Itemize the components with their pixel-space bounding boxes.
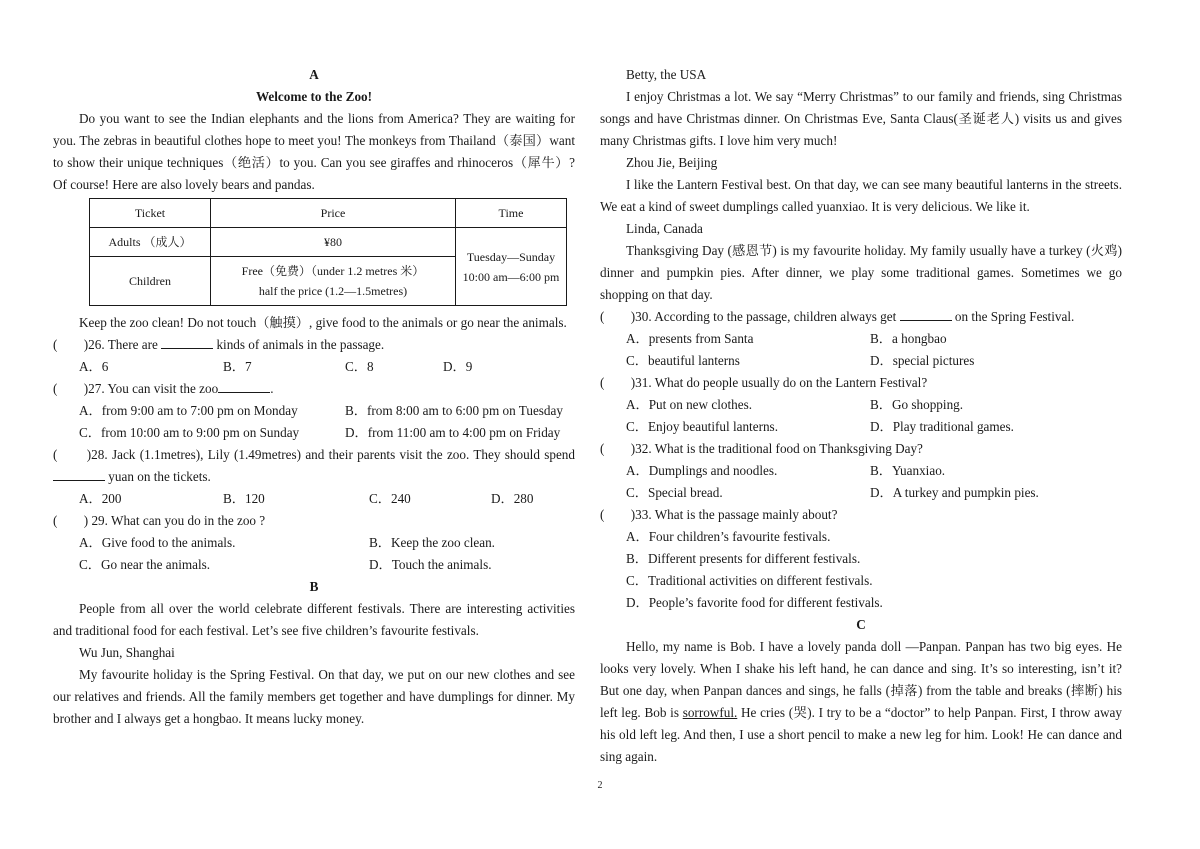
q27-options-row2 [53,422,575,444]
q28-suffix: yuan on the tickets. [108,469,211,484]
q32-option-c[interactable]: C．Special bread. [626,485,723,500]
ticket-table [89,198,567,306]
q26-prefix: ( )26. There are [53,337,158,352]
q26-options [53,356,575,378]
passage-b-text-zhoujie: I like the Lantern Festival best. On that day, we can see many beautiful lanterns in the streets. We eat a kind of sweet dumplings called yuanxiao. It is very delicious. We like it. [600,177,1122,214]
children-price-half: half the price (1.2—1.5metres) [258,284,408,298]
q31-options-row2 [600,416,1122,438]
table-header-price: Price [211,199,456,228]
q26-option-c[interactable]: C．8 [345,359,374,374]
table-time-value: Tuesday—Sunday 10:00 am—6:00 pm [456,228,567,306]
q28-option-a[interactable]: A．200 [79,491,122,506]
q29-option-c[interactable]: C．Go near the animals. [79,557,211,572]
table-adults-label: Adults （成人） [90,228,211,257]
q33-option-c-row [600,570,1122,592]
q27-blank[interactable] [218,378,270,393]
q26-option-b[interactable]: B．7 [223,359,252,374]
question-33: ( )33. What is the passage mainly about? [600,507,838,522]
question-32: ( )32. What is the traditional food on Thanksgiving Day? [600,441,923,456]
q33-option-b-row [600,548,1122,570]
q30-prefix: ( )30. According to the passage, children always get [600,309,897,324]
q30-options-row2 [600,350,1122,372]
left-column [53,64,575,730]
question-29: ( ) 29. What can you do in the zoo ? [53,513,266,528]
q30-option-c[interactable]: C．beautiful lanterns [626,353,740,368]
passage-a-note: Keep the zoo clean! Do not touch（触摸）, give food to the animals or go near the animals. [79,315,567,330]
q28-option-b[interactable]: B．120 [223,491,265,506]
passage-b-text-wujun: My favourite holiday is the Spring Festival. On that day, we put on our new clothes and see our relatives and friends. All the family members get together and have dumplings for dinner. My brother and I always get a hongbao. It means lucky money. [53,667,575,726]
passage-b-name-zhoujie: Zhou Jie, Beijing [626,155,718,170]
question-30 [600,306,1122,328]
question-28 [53,444,575,488]
q28-blank[interactable] [53,466,105,481]
question-31: ( )31. What do people usually do on the Lantern Festival? [600,375,928,390]
passage-b-name-wujun: Wu Jun, Shanghai [79,645,175,660]
q29-option-d[interactable]: D．Touch the animals. [369,557,492,572]
q31-option-c[interactable]: C．Enjoy beautiful lanterns. [626,419,778,434]
q27-option-b[interactable]: B．from 8:00 am to 6:00 pm on Tuesday [345,403,563,418]
q30-suffix: on the Spring Festival. [954,309,1075,324]
q28-prefix: ( )28. Jack (1.1metres), Lily (1.49metres) and their parents visit the zoo. They should spend [53,447,575,462]
table-header-time: Time [456,199,567,228]
q26-blank[interactable] [161,334,213,349]
q28-option-c[interactable]: C．240 [369,491,411,506]
passage-c-part1: Hello, my name is Bob. I have a lovely panda doll —Panpan. Panpan has two big eyes. He looks very lovely. When I shake his left hand, he can dance and sing. It’s so interesting, isn’t it? But one day, when Panpan dances and sings, he falls (掉落) from the table and breaks (摔断) his left leg. Bob is [600,639,1122,720]
passage-a-intro: Do you want to see the Indian elephants and the lions from America? They are waiting for you. The zebras in beautiful clothes hope to meet you! The monkeys from Thailand（泰国）want to show their unique techniques（绝活）to you. Can you see giraffes and rhinoceros（犀牛）? Of course! Here are also lovely bears and pandas. [53,111,575,192]
question-26 [53,334,575,356]
q33-option-b[interactable]: B．Different presents for different festivals. [626,551,861,566]
q33-option-a[interactable]: A．Four children’s favourite festivals. [626,529,831,544]
q29-option-b[interactable]: B．Keep the zoo clean. [369,535,495,550]
passage-c-text [600,636,1122,768]
q29-option-a[interactable]: A．Give food to the animals. [79,535,236,550]
passage-b-text-linda: Thanksgiving Day (感恩节) is my favourite holiday. My family usually have a turkey (火鸡) dinner and pumpkin pies. After dinner, we play some traditional games. Sometimes we go shopping on that day. [600,243,1122,302]
q26-option-a[interactable]: A．6 [79,359,109,374]
q27-suffix: . [270,381,274,396]
q30-blank[interactable] [900,306,952,321]
q31-option-b[interactable]: B．Go shopping. [870,397,964,412]
q30-option-a[interactable]: A．presents from Santa [626,331,754,346]
q27-option-d[interactable]: D．from 11:00 am to 4:00 pm on Friday [345,425,561,440]
passage-b-name-linda: Linda, Canada [626,221,703,236]
q28-option-d[interactable]: D．280 [491,491,534,506]
q32-options-row1 [600,460,1122,482]
q26-option-d[interactable]: D．9 [443,359,473,374]
passage-c-part2: He cries (哭). I try to be a “doctor” to help Panpan. First, I throw away his old left leg. And then, I use a short pencil to make a new leg for him. Look! He can dance and sing again. [600,705,1122,764]
q26-suffix: kinds of animals in the passage. [216,337,385,352]
q31-option-d[interactable]: D．Play traditional games. [870,419,1014,434]
q27-option-c[interactable]: C．from 10:00 am to 9:00 pm on Sunday [79,425,300,440]
q32-option-a[interactable]: A．Dumplings and noodles. [626,463,778,478]
q27-options-row1 [53,400,575,422]
section-a-title: Welcome to the Zoo! [255,89,373,104]
q30-option-b[interactable]: B．a hongbao [870,331,947,346]
section-b-heading: B [309,579,319,594]
q33-option-c[interactable]: C．Traditional activities on different festivals. [626,573,873,588]
q28-options [53,488,575,510]
q30-option-d[interactable]: D．special pictures [870,353,975,368]
q32-option-b[interactable]: B．Yuanxiao. [870,463,946,478]
passage-c-underlined-word: sorrowful. [682,705,738,720]
page-number: 2 [597,780,603,791]
table-header-ticket: Ticket [90,199,211,228]
section-c-heading: C [856,617,866,632]
q31-option-a[interactable]: A．Put on new clothes. [626,397,753,412]
q33-option-d-row [600,592,1122,614]
q33-option-a-row [600,526,1122,548]
question-27 [53,378,575,400]
q29-options-row1 [53,532,575,554]
q29-options-row2 [53,554,575,576]
table-children-label: Children [90,257,211,306]
q32-option-d[interactable]: D．A turkey and pumpkin pies. [870,485,1039,500]
passage-b-text-betty: I enjoy Christmas a lot. We say “Merry Christmas” to our family and friends, sing Christmas songs and have Christmas dinner. On Christmas Eve, Santa Claus(圣诞老人) visits us and gives many Christmas gifts. I love him very much! [600,89,1122,148]
q30-options-row1 [600,328,1122,350]
right-column [600,64,1122,768]
passage-b-intro: People from all over the world celebrate different festivals. There are interesting activities and traditional food for each festival. Let’s see five children’s favourite festivals. [53,601,575,638]
q33-option-d[interactable]: D．People’s favorite food for different festivals. [626,595,883,610]
table-children-price [211,257,456,306]
section-a-heading: A [309,67,319,82]
q27-option-a[interactable]: A．from 9:00 am to 7:00 pm on Monday [79,403,298,418]
children-price-free: Free（免费）（under 1.2 metres 米） [241,264,425,278]
q27-prefix: ( )27. You can visit the zoo [53,381,219,396]
passage-b-name-betty: Betty, the USA [626,67,707,82]
q31-options-row1 [600,394,1122,416]
q32-options-row2 [600,482,1122,504]
table-adults-price: ¥80 [211,228,456,257]
